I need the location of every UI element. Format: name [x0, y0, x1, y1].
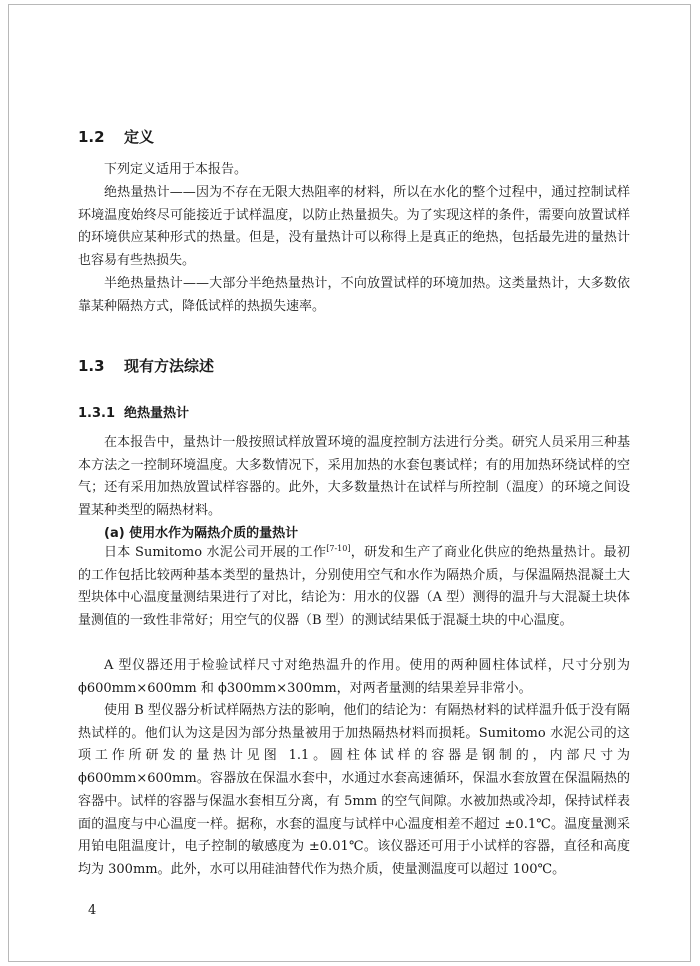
section-number: 1.2 — [78, 128, 105, 146]
paragraph-semi-adiabatic-definition: 半绝热量热计——大部分半绝热量热计，不向放置试样的环境加热。这类量热计，大多数依靠某种隔热方式，降低试样的热损失速率。 — [78, 276, 630, 314]
subsection-title: 绝热量热计 — [124, 406, 190, 421]
paragraph-text: ，研发和生产了商业化供应的绝热量热计。最初的工作包括比较两种基本类型的量热计，分别使用空气和水作为隔热介质，与保温隔热混凝土大型块体中心温度量测结果进行了对比，结论为：用水的仪器（A 型）测得的温升与大混凝土块体量测值的一致性非常好；用空气的仪器（B 型）的测试结果低于混凝土块的中心温度。 — [78, 545, 630, 629]
reference-citation: [7-10] — [326, 544, 351, 553]
paragraph-text: 日本 Sumitomo 水泥公司开展的工作 — [104, 545, 327, 560]
paragraph-classification: 在本报告中，量热计一般按照试样放置环境的温度控制方法进行分类。研究人员采用三种基本方法之一控制环境温度。大多数情况下，采用加热的水套包裹试样；有的用加热环绕试样的空气；还有采用加热放置试样容器的。此外，大多数量热计在试样与所控制（温度）的环境之间设置某种类型的隔热材料。 — [78, 435, 630, 519]
section-heading-1-2 — [78, 126, 154, 147]
subsection-heading-1-3-1 — [78, 402, 189, 421]
section-title: 定义 — [124, 128, 155, 146]
section-heading-1-3 — [78, 355, 214, 376]
paragraph-type-b-analysis: 使用 B 型仪器分析试样隔热方法的影响，他们的结论为：有隔热材料的试样温升低于没有隔热试样的。他们认为这是因为部分热量被用于加热隔热材料而损耗。Sumitomo 水泥公司的这项工作所研发的量热计见图 1.1。圆柱体试样的容器是钢制的，内部尺寸为 ϕ600mm×600mm。容器放在保温水套中，水通过水套高速循环，保温水套放置在保温隔热的容器中。试样的容器与保温水套相互分离，有 5mm 的空气间隙。水被加热或冷却，保持试样表面的温度与中心温度一样。据称，水套的温度与试样中心温度相差不超过 ±0.1℃。温度量测采用铂电阻温度计，电子控制的敏感度为 ±0.01℃。该仪器还可用于小试样的容器，直径和高度均为 300mm。此外，水可以用硅油替代作为热介质，使量测温度可以超过 100℃。 — [78, 703, 630, 877]
paragraph-adiabatic-definition: 绝热量热计——因为不存在无限大热阻率的材料，所以在水化的整个过程中，通过控制试样环境温度始终尽可能接近于试样温度，以防止热量损失。为了实现这样的条件，需要向放置试样的环境供应某种形式的热量。但是，没有量热计可以称得上是真正的绝热，包括最先进的量热计也容易有些热损失。 — [78, 185, 630, 269]
page-number: 4 — [88, 903, 97, 918]
section-title: 现有方法综述 — [124, 357, 215, 375]
section-number: 1.3 — [78, 357, 105, 375]
paragraph-definitions-intro: 下列定义适用于本报告。 — [104, 162, 248, 177]
paragraph-sumitomo-work — [78, 542, 630, 633]
sub-heading-water-medium: (a) 使用水作为隔热介质的量热计 — [104, 526, 299, 541]
paragraph-sample-size: A 型仪器还用于检验试样尺寸对绝热温升的作用。使用的两种圆柱体试样，尺寸分别为 ϕ600mm×600mm 和 ϕ300mm×300mm，对两者量测的结果差异非常小。 — [78, 658, 630, 696]
subsection-number: 1.3.1 — [78, 406, 116, 421]
